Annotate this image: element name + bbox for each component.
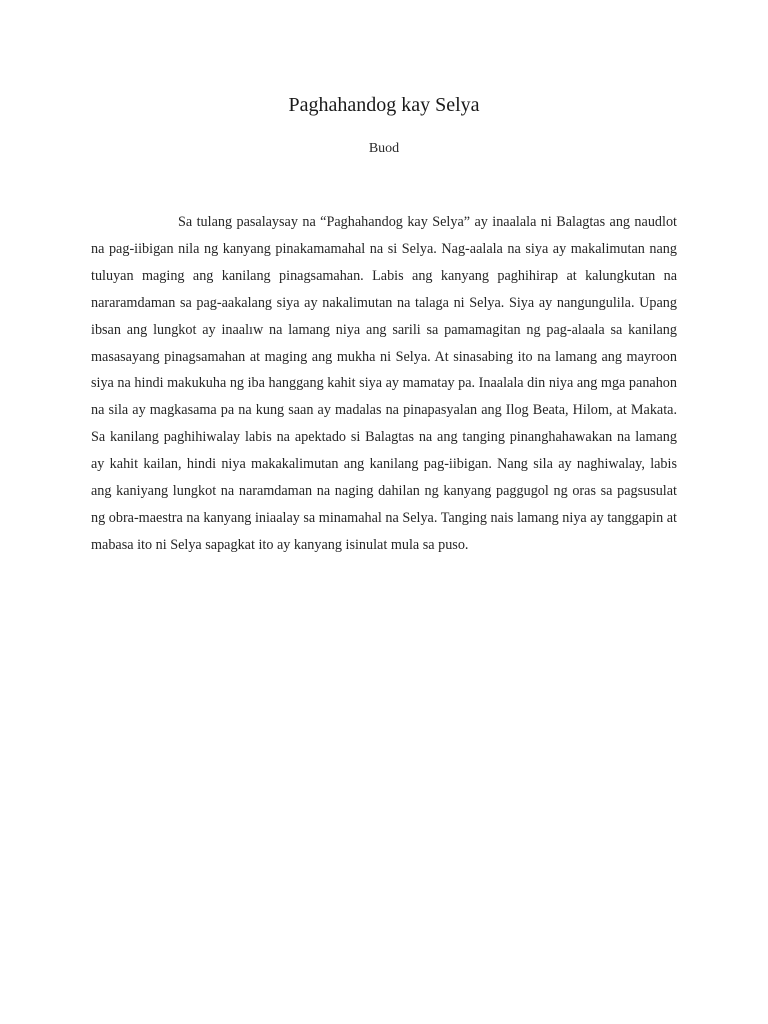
body-paragraph: Sa tulang pasalaysay na “Paghahandog kay Selya” ay inaalala ni Balagtas ang naudlot na pag-iibigan nila ng kanyang pinakamamahal na si Selya. Nag-aalala na siya ay makalimutan nang tuluyan maging ang kanilang pinagsamahan. Labis ang kanyang paghihirap at kalungkutan na nararamdaman sa pag-aakalang siya ay nakalimutan na talaga ni Selya. Siya ay nangungulila. Upang ibsan ang lungkot ay inaalıw na lamang niya ang sarili sa pamamagitan ng pag-alaala sa kanilang masasayang pinagsamahan at maging ang mukha ni Selya. At sinasabing ito na lamang ang mayroon siya na hindi makukuha ng iba hanggang kahit siya ay mamatay pa. Inaalala din niya ang mga panahon na sila ay magkasama pa na kung saan ay madalas na pinapasyalan ang Ilog Beata, Hilom, at Makata. Sa kanilang paghihiwalay labis na apektado si Balagtas na ang tanging pinanghahawakan na lamang ay kahit kailan, hindi niya makakalimutan ang kanilang pag-iibigan. Nang sila ay naghiwalay, labis ang kaniyang lungkot na naramdaman na naging dahilan ng kanyang paggugol ng oras sa pagsusulat ng obra-maestra na kanyang iniaalay sa minamahal na Selya. Tanging nais lamang niya ay tanggapin at mabasa ito ni Selya sapagkat ito ay kanyang isinulat mula sa puso.: [91, 214, 677, 553]
document-subtitle: Buod: [368, 141, 400, 156]
document-title: Paghahandog kay Selya: [288, 94, 480, 116]
